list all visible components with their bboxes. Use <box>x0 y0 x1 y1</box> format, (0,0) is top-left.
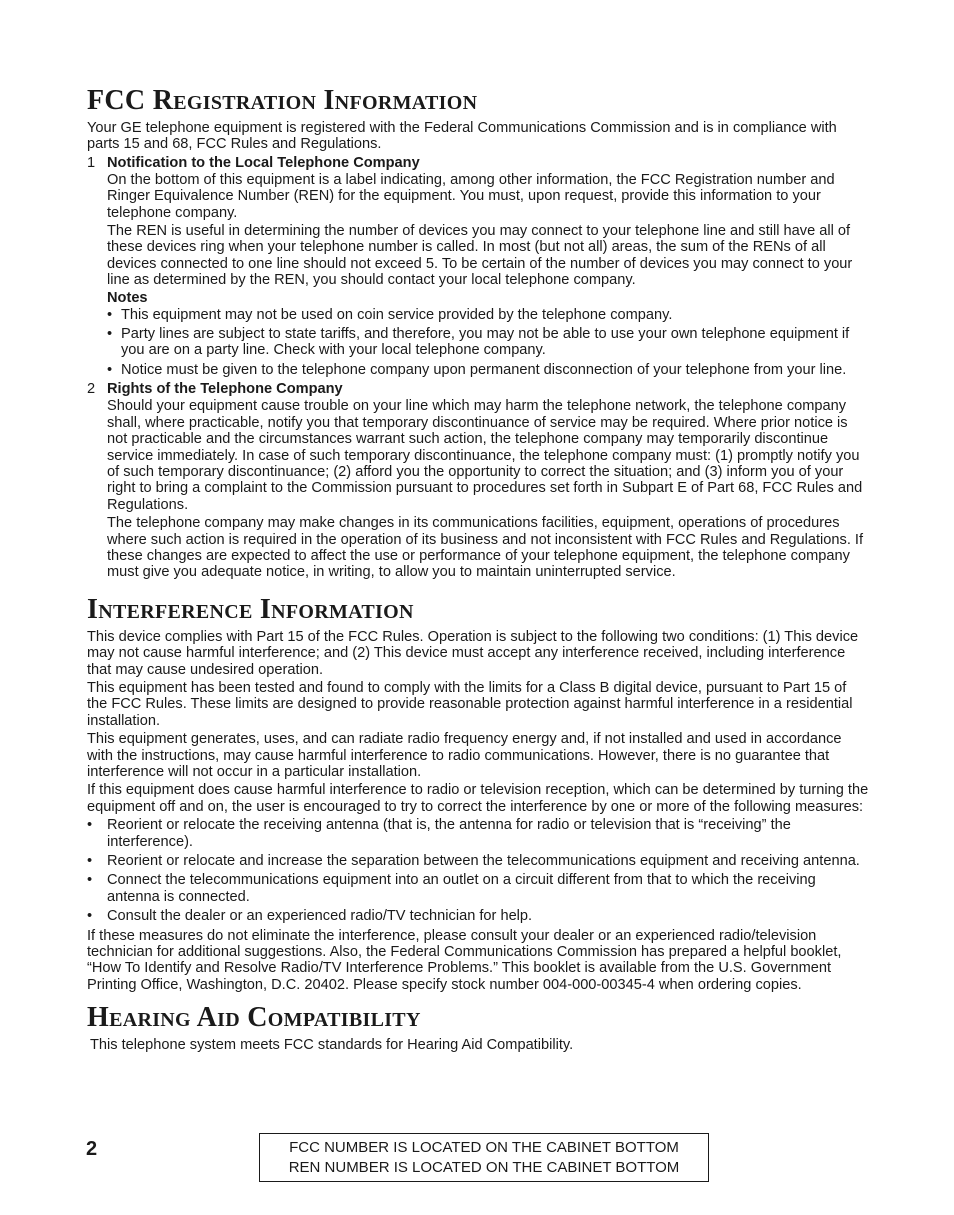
fcc-intro-paragraph: Your GE telephone equipment is registered with the Federal Communications Commission and is in compliance with parts 15 and 68, FCC Rules and Regulations. <box>87 120 837 153</box>
manual-page <box>87 86 869 1054</box>
notes-heading: Notes <box>107 289 148 306</box>
page-number: 2 <box>86 1138 98 1160</box>
item1-heading <box>87 155 869 172</box>
bullet-icon: • <box>87 872 93 889</box>
fcc-registration-section <box>87 86 869 581</box>
item1-paragraph-2: The REN is useful in determining the number of devices you may connect to your telephone line and still have all of these devices ring when your telephone number is called. In most (but not all) areas, the sum of the RENs of all devices connected to one line should not exceed 5. To be certain of the number of devices you may connect to your line as determined by the REN, you should contact your local telephone company. <box>107 223 853 289</box>
interference-paragraph-3: This equipment generates, uses, and can radiate radio frequency energy and, if not installed and used in accordance with the instructions, may cause harmful interference to radio communications. However, there is no guarantee that interference will not occur in a particular installation. <box>87 731 842 780</box>
bullet-icon: • <box>107 306 113 323</box>
item2-paragraph-2: The telephone company may make changes in its communications facilities, equipment, operations of procedures where such action is required in the operation of its business and not inconsistent with FCC Rules and Regulations. If these changes are expected to affect the use or performance of your telephone equipment, the telephone company must give you adequate notice, in writing, to allow you to maintain uninterrupted service. <box>107 515 864 581</box>
fcc-ren-location-box <box>259 1133 709 1182</box>
interference-paragraph-4: If this equipment does cause harmful interference to radio or television reception, which can be determined by turning the equipment off and on, the user is encouraged to try to correct the interference by one or more of the following measures: <box>87 782 869 815</box>
interference-paragraph-5: If these measures do not eliminate the interference, please consult your dealer or an experienced radio/television technician for additional suggestions. Also, the Federal Communications Commission has prepared a helpful booklet, “How To Identify and Resolve Radio/TV Interference Problems.” This booklet is available from the U.S. Government Printing Office, Washington, D.C. 20402. Please specify stock number 004-000-00345-4 when ordering copies. <box>87 927 842 993</box>
item2-heading <box>87 381 869 398</box>
measures-list <box>87 817 869 924</box>
measure-text: Connect the telecommunications equipment into an outlet on a circuit different from that to which the receiving antenna is connected. <box>107 872 816 905</box>
list-item <box>107 307 869 323</box>
interference-paragraph-1: This device complies with Part 15 of the FCC Rules. Operation is subject to the following two conditions: (1) This device may not cause harmful interference; and (2) This device must accept any interference received, including interference that may cause undesired operation. <box>87 628 859 678</box>
bullet-icon: • <box>107 326 113 343</box>
note-text: Party lines are subject to state tariffs, and therefore, you may not be able to use your own telephone equipment if you are on a party line. Check with your local telephone company. <box>121 326 850 359</box>
note-text: Notice must be given to the telephone company upon permanent disconnection of your telephone from your line. <box>121 361 847 378</box>
hearing-aid-section <box>87 1003 869 1053</box>
list-item <box>107 326 869 359</box>
bullet-icon: • <box>87 853 93 870</box>
hearing-aid-title: Hearing Aid Compatibility <box>87 1002 421 1034</box>
item2-paragraph-1: Should your equipment cause trouble on your line which may harm the telephone network, the telephone company shall, where practicable, notify you that temporary discontinuance of service may be required. Where prior notice is not practicable and the circumstances warrant such action, the telephone company may temporarily discontinue service immediately. In case of such temporary discontinuance, the telephone company must: (1) promptly notify you of such temporary discontinuance; (2) afford you the opportunity to correct the situation; and (3) inform you of your right to bring a complaint to the Commission pursuant to procedures set forth in Subpart E of Part 68, FCC Rules and Regulations. <box>107 398 863 513</box>
measure-text: Consult the dealer or an experienced radio/TV technician for help. <box>107 908 533 925</box>
interference-section <box>87 595 869 994</box>
measure-text: Reorient or relocate and increase the separation between the telecommunications equipment and receiving antenna. <box>107 853 860 870</box>
notes-list <box>107 307 869 379</box>
item2-number: 2 <box>87 381 96 398</box>
bullet-icon: • <box>87 908 93 925</box>
ren-location-line: REN NUMBER IS LOCATED ON THE CABINET BOTTOM <box>288 1158 680 1176</box>
interference-title: Interference Information <box>87 593 414 625</box>
item1-heading-text: Notification to the Local Telephone Company <box>107 154 420 171</box>
list-item <box>87 908 869 924</box>
item1-paragraph-1: On the bottom of this equipment is a label indicating, among other information, the FCC Registration number and Ringer Equivalence Number (REN) for the equipment. You must, upon request, provide this information to your telephone company. <box>107 171 835 221</box>
fcc-registration-title: FCC Registration Information <box>87 85 478 116</box>
list-item <box>87 817 869 850</box>
hearing-aid-text: This telephone system meets FCC standards for Hearing Aid Compatibility. <box>90 1037 574 1054</box>
item1-number: 1 <box>87 154 96 171</box>
list-item <box>87 853 869 869</box>
fcc-location-line: FCC NUMBER IS LOCATED ON THE CABINET BOTTOM <box>289 1138 679 1156</box>
measure-text: Reorient or relocate the receiving antenna (that is, the antenna for radio or television that is “receiving” the interference). <box>107 817 791 850</box>
list-item <box>87 872 869 905</box>
note-text: This equipment may not be used on coin service provided by the telephone company. <box>121 306 673 323</box>
list-item <box>107 362 869 378</box>
bullet-icon: • <box>87 817 93 834</box>
item2-heading-text: Rights of the Telephone Company <box>107 381 343 398</box>
bullet-icon: • <box>107 361 113 378</box>
interference-paragraph-2: This equipment has been tested and found to comply with the limits for a Class B digital device, pursuant to Part 15 of the FCC Rules. These limits are designed to provide reasonable protection against harmful interference in a residential installation. <box>87 679 853 729</box>
